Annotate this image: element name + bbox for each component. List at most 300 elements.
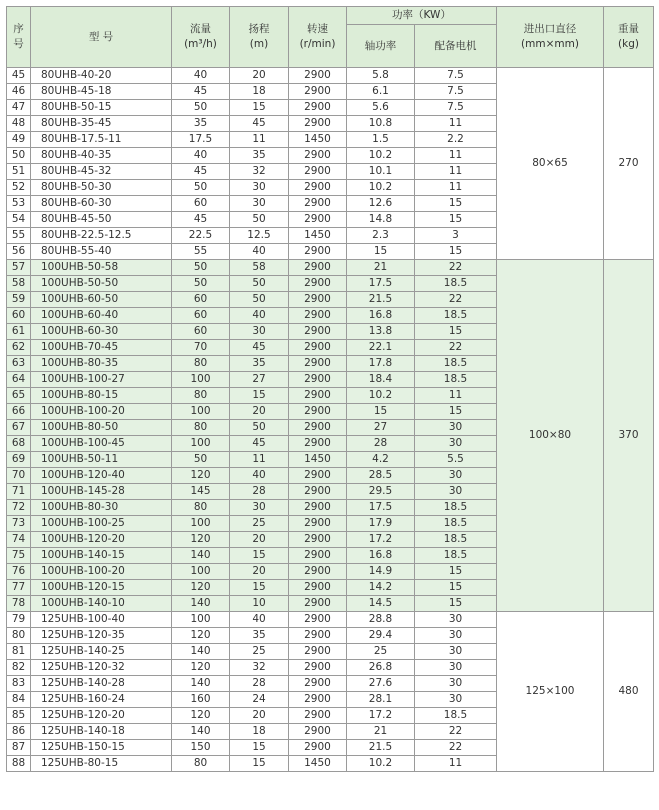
cell-head: 35 bbox=[230, 356, 289, 372]
cell-flow: 45 bbox=[172, 164, 230, 180]
header-diameter: 进出口直径 (mm×mm) bbox=[497, 7, 604, 68]
header-model: 型 号 bbox=[31, 7, 172, 68]
cell-model: 80UHB-40-20 bbox=[31, 68, 172, 84]
table-header bbox=[7, 7, 654, 68]
cell-speed: 2900 bbox=[289, 308, 347, 324]
cell-motor: 30 bbox=[415, 644, 497, 660]
cell-head: 11 bbox=[230, 452, 289, 468]
cell-seq: 53 bbox=[7, 196, 31, 212]
cell-flow: 50 bbox=[172, 452, 230, 468]
cell-seq: 60 bbox=[7, 308, 31, 324]
cell-head: 20 bbox=[230, 564, 289, 580]
cell-model: 100UHB-80-50 bbox=[31, 420, 172, 436]
cell-flow: 120 bbox=[172, 708, 230, 724]
cell-seq: 57 bbox=[7, 260, 31, 276]
cell-seq: 58 bbox=[7, 276, 31, 292]
cell-model: 100UHB-50-11 bbox=[31, 452, 172, 468]
cell-shaft-power: 17.2 bbox=[347, 708, 415, 724]
cell-head: 35 bbox=[230, 148, 289, 164]
cell-speed: 2900 bbox=[289, 724, 347, 740]
cell-model: 125UHB-140-25 bbox=[31, 644, 172, 660]
cell-flow: 120 bbox=[172, 532, 230, 548]
cell-model: 80UHB-50-15 bbox=[31, 100, 172, 116]
cell-motor: 22 bbox=[415, 292, 497, 308]
cell-weight: 270 bbox=[604, 68, 654, 260]
cell-head: 15 bbox=[230, 100, 289, 116]
cell-seq: 47 bbox=[7, 100, 31, 116]
cell-speed: 1450 bbox=[289, 228, 347, 244]
cell-motor: 11 bbox=[415, 756, 497, 772]
cell-head: 15 bbox=[230, 740, 289, 756]
cell-shaft-power: 10.2 bbox=[347, 180, 415, 196]
cell-speed: 2900 bbox=[289, 276, 347, 292]
cell-head: 25 bbox=[230, 516, 289, 532]
cell-motor: 2.2 bbox=[415, 132, 497, 148]
cell-motor: 30 bbox=[415, 692, 497, 708]
cell-model: 125UHB-140-28 bbox=[31, 676, 172, 692]
cell-seq: 45 bbox=[7, 68, 31, 84]
cell-head: 20 bbox=[230, 708, 289, 724]
cell-shaft-power: 5.6 bbox=[347, 100, 415, 116]
cell-head: 40 bbox=[230, 612, 289, 628]
cell-motor: 18.5 bbox=[415, 532, 497, 548]
cell-flow: 80 bbox=[172, 388, 230, 404]
cell-model: 80UHB-55-40 bbox=[31, 244, 172, 260]
cell-shaft-power: 21 bbox=[347, 260, 415, 276]
cell-motor: 7.5 bbox=[415, 68, 497, 84]
cell-speed: 2900 bbox=[289, 676, 347, 692]
cell-shaft-power: 14.9 bbox=[347, 564, 415, 580]
cell-flow: 45 bbox=[172, 84, 230, 100]
cell-shaft-power: 28.1 bbox=[347, 692, 415, 708]
cell-flow: 50 bbox=[172, 276, 230, 292]
cell-head: 20 bbox=[230, 532, 289, 548]
cell-seq: 62 bbox=[7, 340, 31, 356]
cell-flow: 120 bbox=[172, 580, 230, 596]
cell-shaft-power: 16.8 bbox=[347, 548, 415, 564]
cell-flow: 100 bbox=[172, 612, 230, 628]
cell-head: 58 bbox=[230, 260, 289, 276]
cell-seq: 59 bbox=[7, 292, 31, 308]
cell-shaft-power: 28 bbox=[347, 436, 415, 452]
cell-motor: 3 bbox=[415, 228, 497, 244]
cell-model: 125UHB-120-32 bbox=[31, 660, 172, 676]
cell-speed: 2900 bbox=[289, 372, 347, 388]
cell-shaft-power: 10.2 bbox=[347, 388, 415, 404]
cell-seq: 81 bbox=[7, 644, 31, 660]
cell-model: 100UHB-60-50 bbox=[31, 292, 172, 308]
cell-motor: 30 bbox=[415, 628, 497, 644]
cell-flow: 35 bbox=[172, 116, 230, 132]
pump-spec-table bbox=[6, 6, 654, 772]
cell-motor: 7.5 bbox=[415, 100, 497, 116]
cell-shaft-power: 14.5 bbox=[347, 596, 415, 612]
cell-seq: 67 bbox=[7, 420, 31, 436]
cell-speed: 2900 bbox=[289, 84, 347, 100]
header-flow: 流量 (m³/h) bbox=[172, 7, 230, 68]
cell-head: 15 bbox=[230, 548, 289, 564]
cell-head: 15 bbox=[230, 580, 289, 596]
cell-speed: 2900 bbox=[289, 148, 347, 164]
cell-motor: 15 bbox=[415, 596, 497, 612]
cell-speed: 2900 bbox=[289, 212, 347, 228]
cell-head: 50 bbox=[230, 420, 289, 436]
cell-seq: 64 bbox=[7, 372, 31, 388]
cell-flow: 80 bbox=[172, 500, 230, 516]
cell-flow: 80 bbox=[172, 356, 230, 372]
cell-speed: 2900 bbox=[289, 484, 347, 500]
cell-speed: 2900 bbox=[289, 292, 347, 308]
cell-model: 125UHB-140-18 bbox=[31, 724, 172, 740]
cell-flow: 100 bbox=[172, 372, 230, 388]
cell-shaft-power: 29.5 bbox=[347, 484, 415, 500]
cell-shaft-power: 17.5 bbox=[347, 276, 415, 292]
cell-shaft-power: 10.2 bbox=[347, 148, 415, 164]
cell-shaft-power: 15 bbox=[347, 404, 415, 420]
cell-head: 32 bbox=[230, 660, 289, 676]
table-row bbox=[7, 68, 654, 84]
cell-speed: 2900 bbox=[289, 596, 347, 612]
cell-model: 125UHB-80-15 bbox=[31, 756, 172, 772]
cell-seq: 72 bbox=[7, 500, 31, 516]
header-speed: 转速 (r/min) bbox=[289, 7, 347, 68]
cell-seq: 82 bbox=[7, 660, 31, 676]
cell-seq: 70 bbox=[7, 468, 31, 484]
cell-shaft-power: 26.8 bbox=[347, 660, 415, 676]
cell-shaft-power: 29.4 bbox=[347, 628, 415, 644]
cell-speed: 2900 bbox=[289, 388, 347, 404]
cell-seq: 61 bbox=[7, 324, 31, 340]
cell-head: 45 bbox=[230, 436, 289, 452]
cell-head: 30 bbox=[230, 324, 289, 340]
cell-seq: 55 bbox=[7, 228, 31, 244]
cell-flow: 17.5 bbox=[172, 132, 230, 148]
cell-shaft-power: 17.5 bbox=[347, 500, 415, 516]
cell-flow: 50 bbox=[172, 180, 230, 196]
cell-model: 125UHB-160-24 bbox=[31, 692, 172, 708]
cell-shaft-power: 17.2 bbox=[347, 532, 415, 548]
cell-head: 30 bbox=[230, 196, 289, 212]
cell-shaft-power: 28.5 bbox=[347, 468, 415, 484]
cell-flow: 140 bbox=[172, 644, 230, 660]
cell-speed: 2900 bbox=[289, 116, 347, 132]
cell-motor: 15 bbox=[415, 324, 497, 340]
cell-speed: 2900 bbox=[289, 740, 347, 756]
cell-speed: 2900 bbox=[289, 356, 347, 372]
cell-model: 125UHB-100-40 bbox=[31, 612, 172, 628]
cell-motor: 15 bbox=[415, 212, 497, 228]
cell-model: 80UHB-35-45 bbox=[31, 116, 172, 132]
cell-diameter: 80×65 bbox=[497, 68, 604, 260]
cell-model: 100UHB-100-45 bbox=[31, 436, 172, 452]
cell-flow: 140 bbox=[172, 724, 230, 740]
cell-motor: 18.5 bbox=[415, 548, 497, 564]
cell-shaft-power: 10.1 bbox=[347, 164, 415, 180]
cell-motor: 18.5 bbox=[415, 516, 497, 532]
cell-model: 125UHB-150-15 bbox=[31, 740, 172, 756]
cell-head: 28 bbox=[230, 484, 289, 500]
cell-model: 100UHB-70-45 bbox=[31, 340, 172, 356]
cell-flow: 80 bbox=[172, 756, 230, 772]
cell-weight: 480 bbox=[604, 612, 654, 772]
cell-speed: 2900 bbox=[289, 420, 347, 436]
cell-flow: 60 bbox=[172, 292, 230, 308]
cell-flow: 70 bbox=[172, 340, 230, 356]
cell-head: 11 bbox=[230, 132, 289, 148]
cell-speed: 1450 bbox=[289, 132, 347, 148]
cell-model: 80UHB-45-50 bbox=[31, 212, 172, 228]
cell-shaft-power: 22.1 bbox=[347, 340, 415, 356]
table-body bbox=[7, 68, 654, 772]
cell-shaft-power: 2.3 bbox=[347, 228, 415, 244]
cell-motor: 15 bbox=[415, 580, 497, 596]
cell-head: 12.5 bbox=[230, 228, 289, 244]
cell-seq: 75 bbox=[7, 548, 31, 564]
header-power: 功率（KW） bbox=[347, 7, 497, 25]
cell-model: 100UHB-100-20 bbox=[31, 564, 172, 580]
cell-seq: 56 bbox=[7, 244, 31, 260]
cell-head: 45 bbox=[230, 116, 289, 132]
cell-motor: 30 bbox=[415, 436, 497, 452]
cell-speed: 1450 bbox=[289, 452, 347, 468]
cell-head: 40 bbox=[230, 308, 289, 324]
cell-shaft-power: 21 bbox=[347, 724, 415, 740]
cell-shaft-power: 10.2 bbox=[347, 756, 415, 772]
cell-flow: 100 bbox=[172, 516, 230, 532]
cell-motor: 11 bbox=[415, 148, 497, 164]
cell-seq: 52 bbox=[7, 180, 31, 196]
cell-flow: 60 bbox=[172, 196, 230, 212]
cell-motor: 22 bbox=[415, 340, 497, 356]
cell-flow: 150 bbox=[172, 740, 230, 756]
cell-head: 15 bbox=[230, 756, 289, 772]
cell-motor: 5.5 bbox=[415, 452, 497, 468]
cell-seq: 49 bbox=[7, 132, 31, 148]
cell-seq: 68 bbox=[7, 436, 31, 452]
cell-motor: 18.5 bbox=[415, 308, 497, 324]
cell-speed: 2900 bbox=[289, 628, 347, 644]
cell-model: 125UHB-120-35 bbox=[31, 628, 172, 644]
cell-model: 100UHB-140-15 bbox=[31, 548, 172, 564]
cell-shaft-power: 10.8 bbox=[347, 116, 415, 132]
cell-flow: 160 bbox=[172, 692, 230, 708]
cell-motor: 22 bbox=[415, 260, 497, 276]
cell-head: 35 bbox=[230, 628, 289, 644]
cell-seq: 76 bbox=[7, 564, 31, 580]
cell-seq: 50 bbox=[7, 148, 31, 164]
cell-shaft-power: 21.5 bbox=[347, 292, 415, 308]
cell-speed: 2900 bbox=[289, 612, 347, 628]
cell-motor: 30 bbox=[415, 468, 497, 484]
cell-flow: 100 bbox=[172, 404, 230, 420]
header-weight: 重量 (kg) bbox=[604, 7, 654, 68]
cell-flow: 45 bbox=[172, 212, 230, 228]
cell-shaft-power: 25 bbox=[347, 644, 415, 660]
cell-head: 10 bbox=[230, 596, 289, 612]
cell-head: 45 bbox=[230, 340, 289, 356]
cell-speed: 2900 bbox=[289, 564, 347, 580]
cell-head: 25 bbox=[230, 644, 289, 660]
cell-speed: 2900 bbox=[289, 164, 347, 180]
cell-speed: 2900 bbox=[289, 580, 347, 596]
cell-flow: 140 bbox=[172, 676, 230, 692]
cell-model: 100UHB-120-20 bbox=[31, 532, 172, 548]
cell-seq: 69 bbox=[7, 452, 31, 468]
cell-speed: 1450 bbox=[289, 756, 347, 772]
cell-motor: 15 bbox=[415, 244, 497, 260]
cell-seq: 85 bbox=[7, 708, 31, 724]
cell-flow: 80 bbox=[172, 420, 230, 436]
cell-model: 125UHB-120-20 bbox=[31, 708, 172, 724]
cell-motor: 11 bbox=[415, 388, 497, 404]
cell-seq: 73 bbox=[7, 516, 31, 532]
cell-seq: 54 bbox=[7, 212, 31, 228]
cell-model: 80UHB-60-30 bbox=[31, 196, 172, 212]
cell-model: 100UHB-120-15 bbox=[31, 580, 172, 596]
cell-shaft-power: 1.5 bbox=[347, 132, 415, 148]
cell-head: 20 bbox=[230, 68, 289, 84]
cell-speed: 2900 bbox=[289, 500, 347, 516]
cell-seq: 83 bbox=[7, 676, 31, 692]
cell-diameter: 100×80 bbox=[497, 260, 604, 612]
cell-motor: 22 bbox=[415, 724, 497, 740]
cell-model: 100UHB-100-27 bbox=[31, 372, 172, 388]
cell-seq: 77 bbox=[7, 580, 31, 596]
cell-model: 100UHB-80-35 bbox=[31, 356, 172, 372]
cell-shaft-power: 21.5 bbox=[347, 740, 415, 756]
cell-head: 30 bbox=[230, 500, 289, 516]
cell-seq: 88 bbox=[7, 756, 31, 772]
cell-head: 50 bbox=[230, 276, 289, 292]
cell-flow: 100 bbox=[172, 436, 230, 452]
cell-speed: 2900 bbox=[289, 324, 347, 340]
cell-flow: 50 bbox=[172, 100, 230, 116]
cell-seq: 66 bbox=[7, 404, 31, 420]
cell-motor: 22 bbox=[415, 740, 497, 756]
cell-speed: 2900 bbox=[289, 100, 347, 116]
cell-model: 80UHB-45-32 bbox=[31, 164, 172, 180]
cell-motor: 30 bbox=[415, 612, 497, 628]
table-row bbox=[7, 612, 654, 628]
cell-motor: 15 bbox=[415, 404, 497, 420]
cell-speed: 2900 bbox=[289, 660, 347, 676]
cell-flow: 145 bbox=[172, 484, 230, 500]
cell-shaft-power: 27.6 bbox=[347, 676, 415, 692]
cell-model: 100UHB-100-25 bbox=[31, 516, 172, 532]
cell-flow: 60 bbox=[172, 324, 230, 340]
header-motor: 配备电机 bbox=[415, 25, 497, 68]
cell-shaft-power: 28.8 bbox=[347, 612, 415, 628]
cell-seq: 84 bbox=[7, 692, 31, 708]
cell-head: 15 bbox=[230, 388, 289, 404]
cell-motor: 15 bbox=[415, 196, 497, 212]
cell-speed: 2900 bbox=[289, 548, 347, 564]
cell-flow: 22.5 bbox=[172, 228, 230, 244]
cell-seq: 71 bbox=[7, 484, 31, 500]
cell-head: 50 bbox=[230, 212, 289, 228]
cell-head: 30 bbox=[230, 180, 289, 196]
cell-seq: 48 bbox=[7, 116, 31, 132]
cell-shaft-power: 18.4 bbox=[347, 372, 415, 388]
cell-shaft-power: 17.9 bbox=[347, 516, 415, 532]
cell-motor: 18.5 bbox=[415, 500, 497, 516]
cell-flow: 100 bbox=[172, 564, 230, 580]
cell-seq: 80 bbox=[7, 628, 31, 644]
cell-model: 100UHB-50-58 bbox=[31, 260, 172, 276]
cell-model: 80UHB-22.5-12.5 bbox=[31, 228, 172, 244]
cell-model: 100UHB-80-15 bbox=[31, 388, 172, 404]
cell-model: 80UHB-40-35 bbox=[31, 148, 172, 164]
cell-speed: 2900 bbox=[289, 180, 347, 196]
cell-flow: 140 bbox=[172, 596, 230, 612]
cell-model: 100UHB-120-40 bbox=[31, 468, 172, 484]
cell-shaft-power: 12.6 bbox=[347, 196, 415, 212]
cell-shaft-power: 6.1 bbox=[347, 84, 415, 100]
cell-flow: 40 bbox=[172, 148, 230, 164]
cell-speed: 2900 bbox=[289, 244, 347, 260]
cell-shaft-power: 15 bbox=[347, 244, 415, 260]
cell-weight: 370 bbox=[604, 260, 654, 612]
cell-motor: 11 bbox=[415, 180, 497, 196]
cell-model: 100UHB-145-28 bbox=[31, 484, 172, 500]
cell-motor: 18.5 bbox=[415, 356, 497, 372]
cell-head: 18 bbox=[230, 724, 289, 740]
cell-motor: 15 bbox=[415, 564, 497, 580]
cell-motor: 11 bbox=[415, 164, 497, 180]
cell-shaft-power: 14.8 bbox=[347, 212, 415, 228]
cell-seq: 51 bbox=[7, 164, 31, 180]
cell-motor: 7.5 bbox=[415, 84, 497, 100]
cell-seq: 65 bbox=[7, 388, 31, 404]
cell-head: 18 bbox=[230, 84, 289, 100]
cell-shaft-power: 4.2 bbox=[347, 452, 415, 468]
cell-head: 40 bbox=[230, 468, 289, 484]
header-shaft-power: 轴功率 bbox=[347, 25, 415, 68]
cell-motor: 30 bbox=[415, 676, 497, 692]
cell-motor: 18.5 bbox=[415, 708, 497, 724]
cell-head: 20 bbox=[230, 404, 289, 420]
cell-speed: 2900 bbox=[289, 196, 347, 212]
cell-flow: 140 bbox=[172, 548, 230, 564]
cell-shaft-power: 16.8 bbox=[347, 308, 415, 324]
header-head: 扬程 (m) bbox=[230, 7, 289, 68]
cell-speed: 2900 bbox=[289, 340, 347, 356]
cell-seq: 63 bbox=[7, 356, 31, 372]
cell-model: 100UHB-100-20 bbox=[31, 404, 172, 420]
cell-flow: 120 bbox=[172, 468, 230, 484]
cell-model: 100UHB-60-40 bbox=[31, 308, 172, 324]
cell-motor: 11 bbox=[415, 116, 497, 132]
cell-flow: 50 bbox=[172, 260, 230, 276]
cell-flow: 120 bbox=[172, 628, 230, 644]
cell-seq: 46 bbox=[7, 84, 31, 100]
cell-speed: 2900 bbox=[289, 516, 347, 532]
cell-head: 40 bbox=[230, 244, 289, 260]
cell-model: 100UHB-140-10 bbox=[31, 596, 172, 612]
cell-flow: 60 bbox=[172, 308, 230, 324]
cell-flow: 40 bbox=[172, 68, 230, 84]
cell-model: 100UHB-60-30 bbox=[31, 324, 172, 340]
cell-speed: 2900 bbox=[289, 532, 347, 548]
cell-seq: 78 bbox=[7, 596, 31, 612]
cell-shaft-power: 14.2 bbox=[347, 580, 415, 596]
cell-diameter: 125×100 bbox=[497, 612, 604, 772]
cell-speed: 2900 bbox=[289, 68, 347, 84]
cell-shaft-power: 17.8 bbox=[347, 356, 415, 372]
cell-head: 24 bbox=[230, 692, 289, 708]
cell-speed: 2900 bbox=[289, 468, 347, 484]
cell-seq: 86 bbox=[7, 724, 31, 740]
